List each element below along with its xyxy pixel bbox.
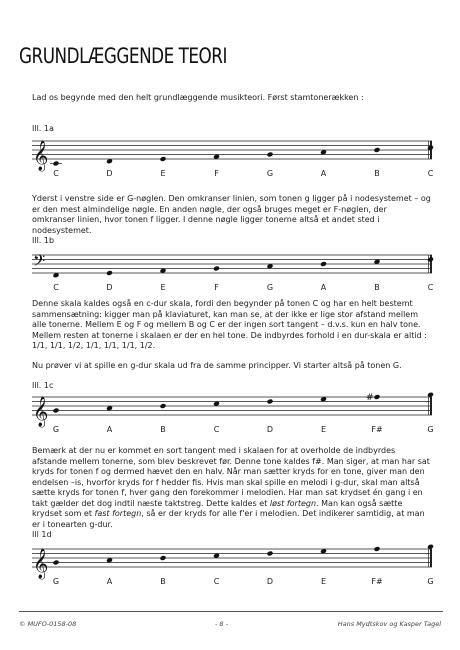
note-label: G bbox=[52, 425, 60, 434]
term-loest-fortegn: løst fortegn bbox=[269, 498, 317, 508]
note-head bbox=[53, 161, 60, 167]
note-label: D bbox=[266, 425, 274, 434]
note-label: F bbox=[214, 169, 219, 178]
note-head bbox=[213, 266, 220, 272]
footer-page-number: - 8 - bbox=[215, 620, 228, 628]
footer-rule bbox=[19, 611, 443, 612]
note-head bbox=[106, 270, 113, 276]
note-head bbox=[267, 399, 274, 405]
note-label: C bbox=[53, 169, 59, 178]
staff-1a bbox=[0, 136, 460, 186]
treble-clef-icon: 𝄞 bbox=[33, 549, 49, 579]
note-label: B bbox=[374, 169, 380, 178]
figure-label-1d: Ill 1d bbox=[32, 530, 52, 539]
note-head bbox=[320, 261, 327, 267]
footer-authors: Hans Mydtskov og Kasper Tagel bbox=[337, 620, 441, 628]
note-label: E bbox=[320, 425, 327, 434]
note-label: B bbox=[160, 577, 166, 586]
note-label: F bbox=[214, 283, 219, 292]
bass-clef-icon: 𝄢 bbox=[33, 252, 46, 274]
note-label: E bbox=[160, 169, 166, 178]
note-head bbox=[53, 560, 60, 566]
note-label: C bbox=[53, 283, 59, 292]
note-label: C bbox=[427, 283, 434, 292]
paragraph-clefs: Yderst i venstre side er G-nøglen. Den omkranser linien, som tonen g ligger på i nodesystemet – og er den mest almindelige nøgle. En anden nøgle, der også bruges meget er F-nøglen, der omkranser linien, hvor tonen f ligger. I denne nøgle ligger tonerne altså et andet sted i nodesystemet. bbox=[32, 194, 431, 235]
note-label: C bbox=[427, 169, 434, 178]
note-label: B bbox=[374, 283, 380, 292]
term-fast-fortegn: fast fortegn bbox=[94, 509, 142, 518]
staff-1d bbox=[0, 544, 460, 594]
note-label: A bbox=[320, 283, 327, 292]
paragraph-sharp-text-2: . Man kan også sætte krydset som et bbox=[32, 498, 403, 518]
note-label: E bbox=[320, 577, 327, 586]
note-label: D bbox=[106, 283, 113, 292]
footer-copyright: © MUFO-0158-08 bbox=[19, 620, 77, 628]
sharp-sign: # bbox=[366, 393, 374, 403]
note-label: D bbox=[266, 577, 274, 586]
figure-label-1b: Ill. 1b bbox=[32, 236, 55, 245]
note-label: A bbox=[106, 577, 113, 586]
figure-label-1a: Ill. 1a bbox=[32, 124, 54, 133]
paragraph-g-major-intro: Nu prøver vi at spille en g-dur skala ud fra de samme principper. Vi starter altså på tonen G. bbox=[32, 361, 402, 370]
note-label: C bbox=[213, 577, 220, 586]
figure-label-1c: Ill. 1c bbox=[32, 381, 54, 390]
treble-clef-icon: 𝄞 bbox=[33, 141, 49, 171]
note-label: F# bbox=[371, 577, 383, 586]
page-title: GRUNDLÆGGENDE TEORI bbox=[19, 44, 227, 68]
note-head bbox=[267, 551, 274, 557]
note-label: G bbox=[52, 577, 60, 586]
note-head bbox=[374, 394, 381, 400]
note-head bbox=[160, 555, 167, 561]
note-label: C bbox=[213, 425, 220, 434]
paragraph-sharp-text-3: , så er der kryds for alle f'er i melodien. Det indikerer samtidig, at man er i tonearten g-dur. bbox=[32, 509, 425, 529]
note-label: G bbox=[427, 425, 434, 434]
paragraph-c-major: Denne skala kaldes også en c-dur skala, fordi den begynder på tonen C og har en helt bestemt sammensætning: kigger man på klaviaturet, kan man se, at der ikke er lige stor afstand mellem alle tonerne. Mellem E og F og mellem B og C er der ingen sort tangent – d.v.s. kun en halv tone. Mellem resten at tonerne i skalaen er der en hel tone. De indbyrdes forhold i en dur-skala er altid : 1/1, 1/1, 1/2, 1/1, 1/1, 1/1, 1/2. bbox=[32, 299, 427, 350]
note-label: B bbox=[160, 425, 166, 434]
note-label: A bbox=[320, 169, 327, 178]
note-label: D bbox=[106, 169, 113, 178]
note-label: A bbox=[106, 425, 113, 434]
paragraph-sharp bbox=[32, 446, 432, 530]
note-head bbox=[267, 152, 274, 158]
note-head bbox=[160, 403, 167, 409]
staff-1c bbox=[0, 392, 460, 442]
note-label: E bbox=[160, 283, 166, 292]
note-head bbox=[374, 546, 381, 552]
note-label: G bbox=[266, 283, 274, 292]
note-head bbox=[427, 257, 434, 263]
paragraph-sharp-text-1: Bemærk at der nu er kommet en sort tangent med i skalaen for at overholde de indbyrdes afstande mellem tonerne, som blev beskrevet før. Denne tone kaldes f#. Man siger, at man har sat kryds for tonen f og dermed hævet den en halv. Når man sætter kryds for en tone, giver man den endelsen –is, hvorfor kryds for f hedder fis. Hvis man skal spille en melodi i g-dur, skal man altså sætte kryds for tonen f, hver gang den forekommer i melodien. Har man sat krydset én gang i en takt gælder det dog indtil næste taktstreg. Dette kaldes et bbox=[32, 446, 430, 508]
note-head bbox=[374, 147, 381, 153]
note-label: F# bbox=[371, 425, 383, 434]
note-label: G bbox=[266, 169, 274, 178]
note-label: G bbox=[427, 577, 434, 586]
note-head bbox=[160, 156, 167, 162]
note-head bbox=[53, 408, 60, 414]
intro-paragraph: Lad os begynde med den helt grundlæggende musikteori. Først stamtonerækken : bbox=[32, 93, 364, 102]
staff-1b bbox=[0, 250, 460, 300]
treble-clef-icon: 𝄞 bbox=[33, 397, 49, 427]
